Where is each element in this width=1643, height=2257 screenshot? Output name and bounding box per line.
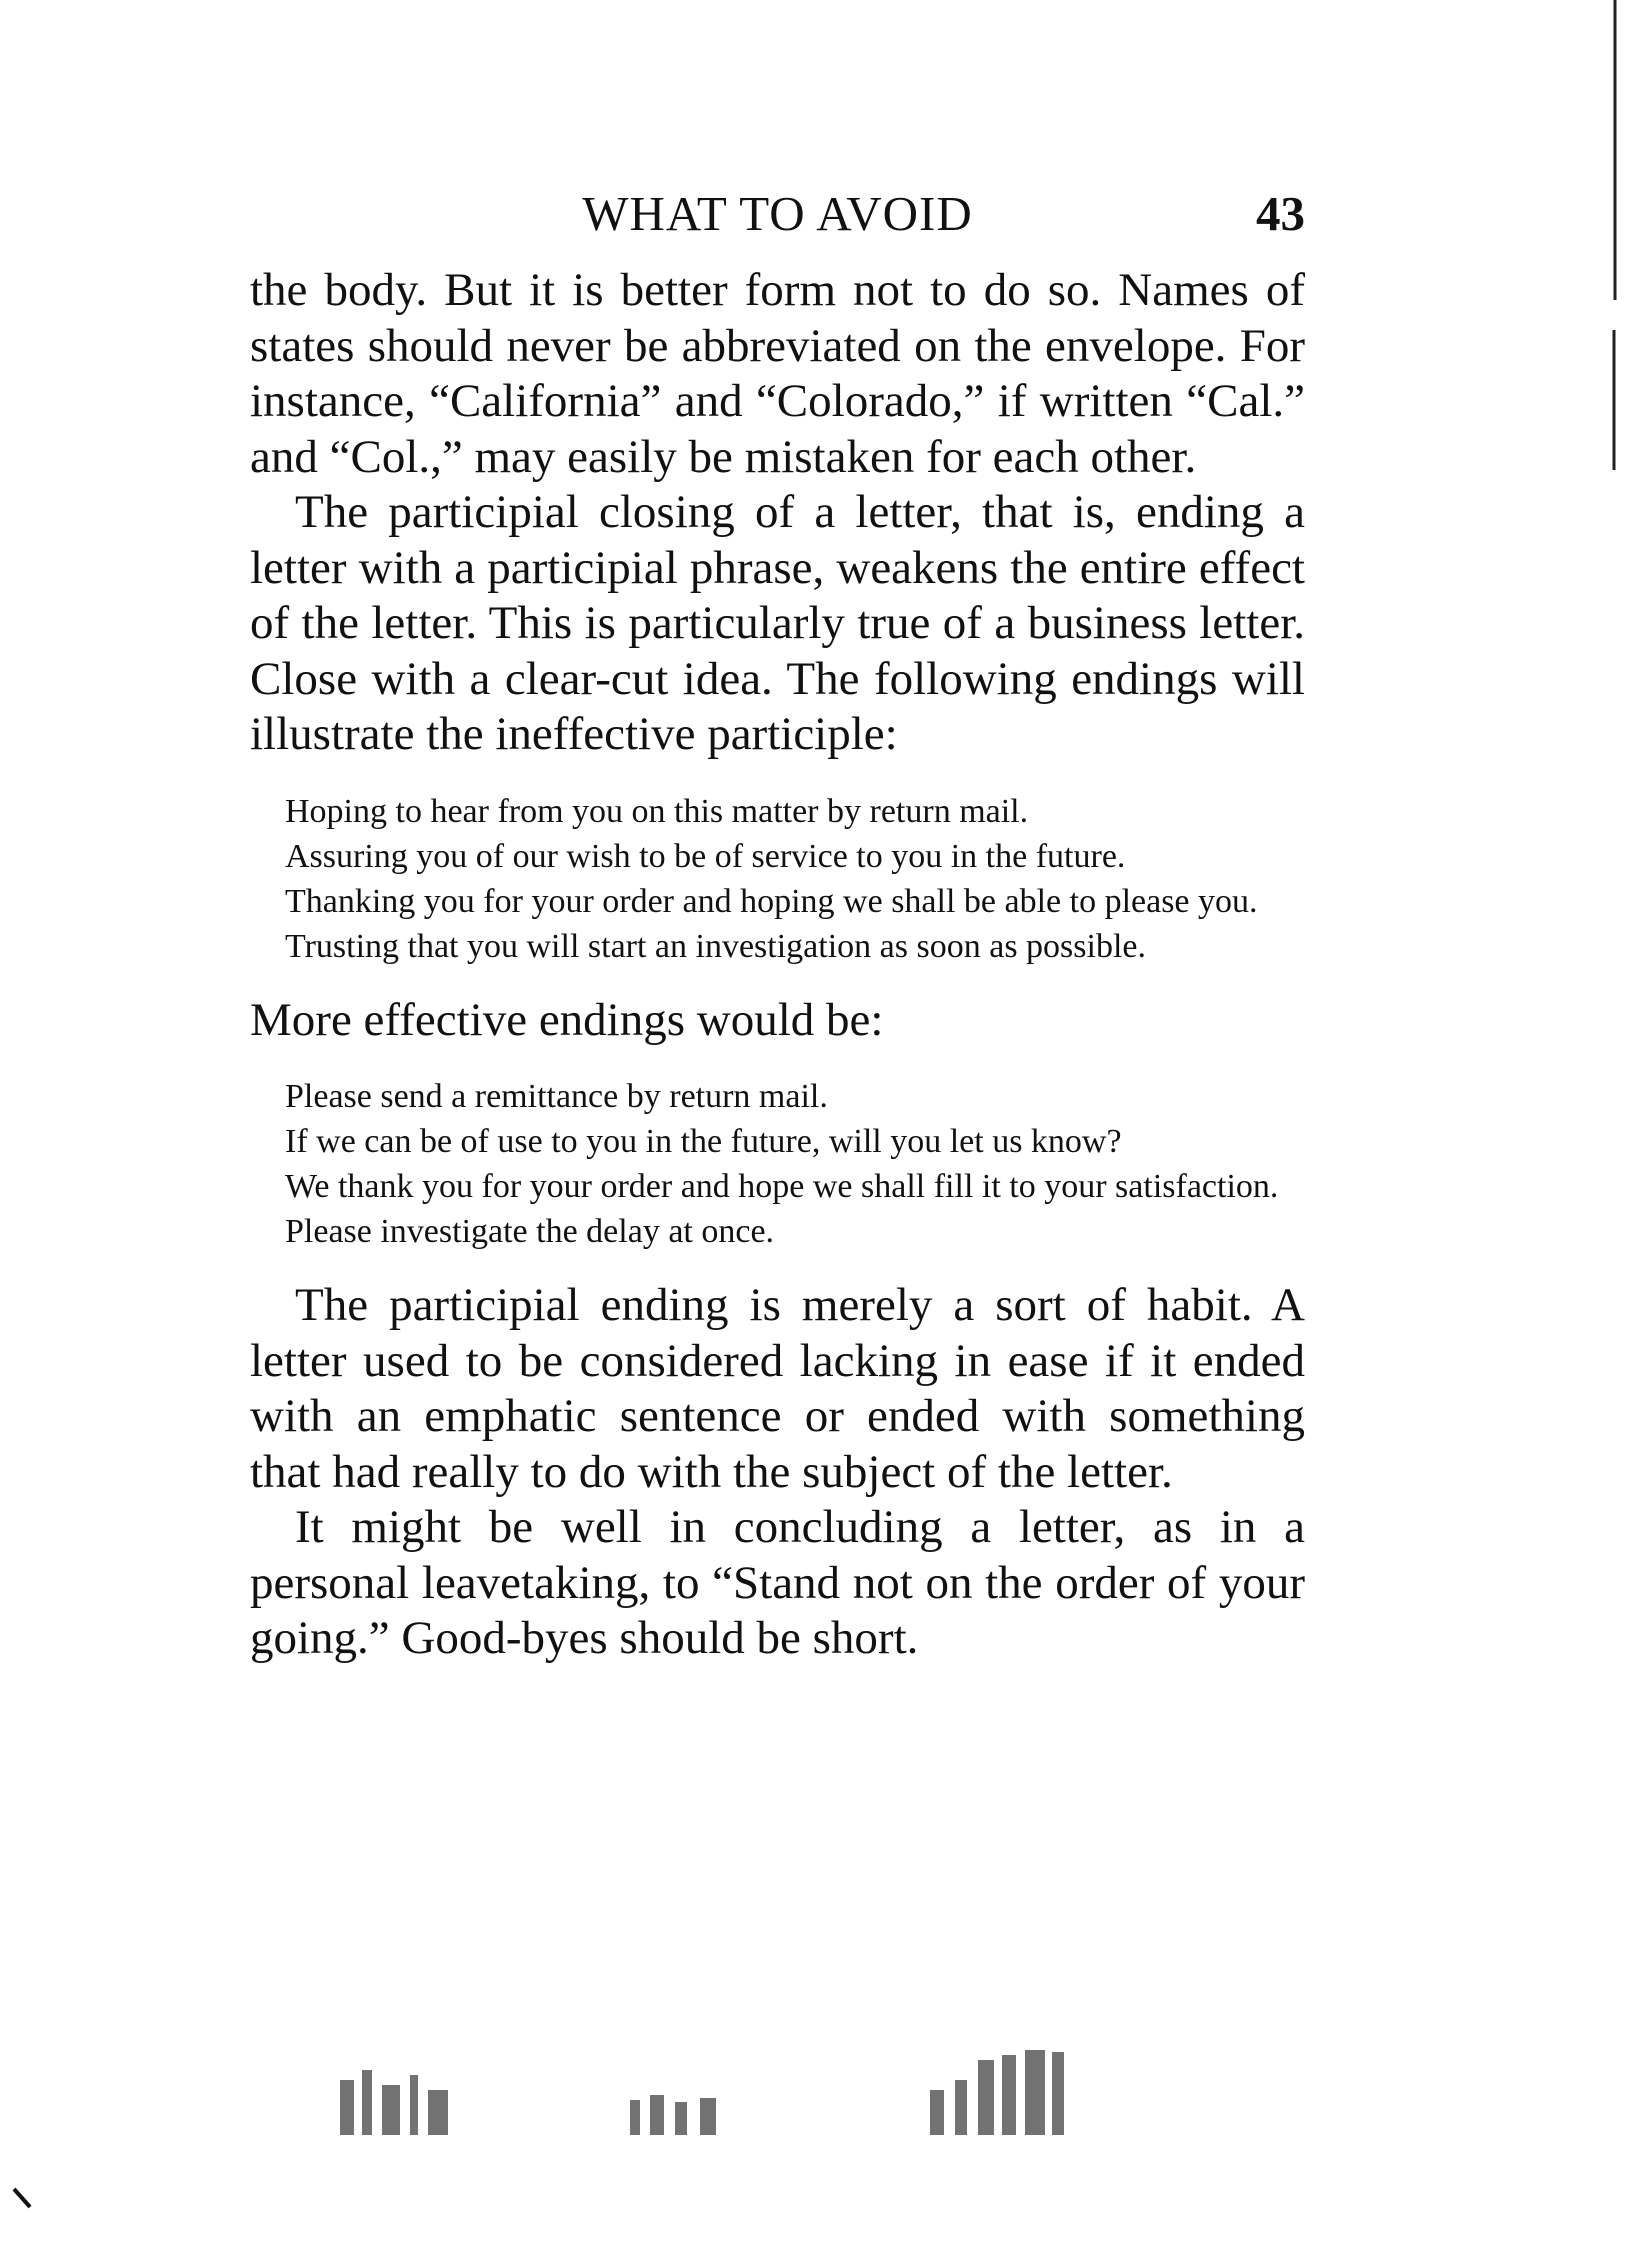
example-line: Thanking you for your order and hoping we shall be able to please you. xyxy=(285,882,1258,920)
paragraph: The participial ending is merely a sort of habit. A letter used to be considered lacking in ease if it ended with an emphatic sentence or ended with something that had really to do with the subject of the letter. xyxy=(250,1279,1305,1498)
page-header xyxy=(250,185,1305,245)
page-number: 43 xyxy=(1256,186,1305,241)
effective-endings-list xyxy=(285,1074,1305,1254)
example-line: Hoping to hear from you on this matter by return mail. xyxy=(285,792,1029,830)
example-line: Please send a remittance by return mail. xyxy=(285,1078,828,1115)
running-head: WHAT TO AVOID xyxy=(582,186,973,241)
library-stamp xyxy=(330,2040,1230,2150)
scan-corner-mark xyxy=(10,2185,40,2215)
paragraph: the body. But it is better form not to do so. Names of states should never be abbreviated on the envelope. For instance, “California” and “Colorado,” if written “Cal.” and “Col.,” may easily be mistaken for each other. xyxy=(250,264,1305,483)
scan-margin-edge xyxy=(1612,0,1618,470)
example-line: Trusting that you will start an investigation as soon as possible. xyxy=(285,927,1146,965)
effective-lead: More effective endings would be: xyxy=(250,993,884,1046)
paragraph: It might be well in concluding a letter, as in a personal leavetaking, to “Stand not on the order of your going.” Good-byes should be short. xyxy=(250,1501,1305,1664)
example-line: Assuring you of our wish to be of service to you in the future. xyxy=(285,837,1126,875)
body-text xyxy=(250,263,1305,1667)
ineffective-endings-list xyxy=(285,789,1305,969)
example-line: We thank you for your order and hope we shall fill it to your satisfaction. xyxy=(285,1168,1279,1205)
example-line: Please investigate the delay at once. xyxy=(285,1213,775,1250)
example-line: If we can be of use to you in the future, will you let us know? xyxy=(285,1123,1122,1160)
paragraph: The participial closing of a letter, that is, ending a letter with a participial phrase, weakens the entire effect of the letter. This is particularly true of a business letter. Close with a clear-cut idea. The following endings will illustrate the ineffective participle: xyxy=(250,486,1305,760)
